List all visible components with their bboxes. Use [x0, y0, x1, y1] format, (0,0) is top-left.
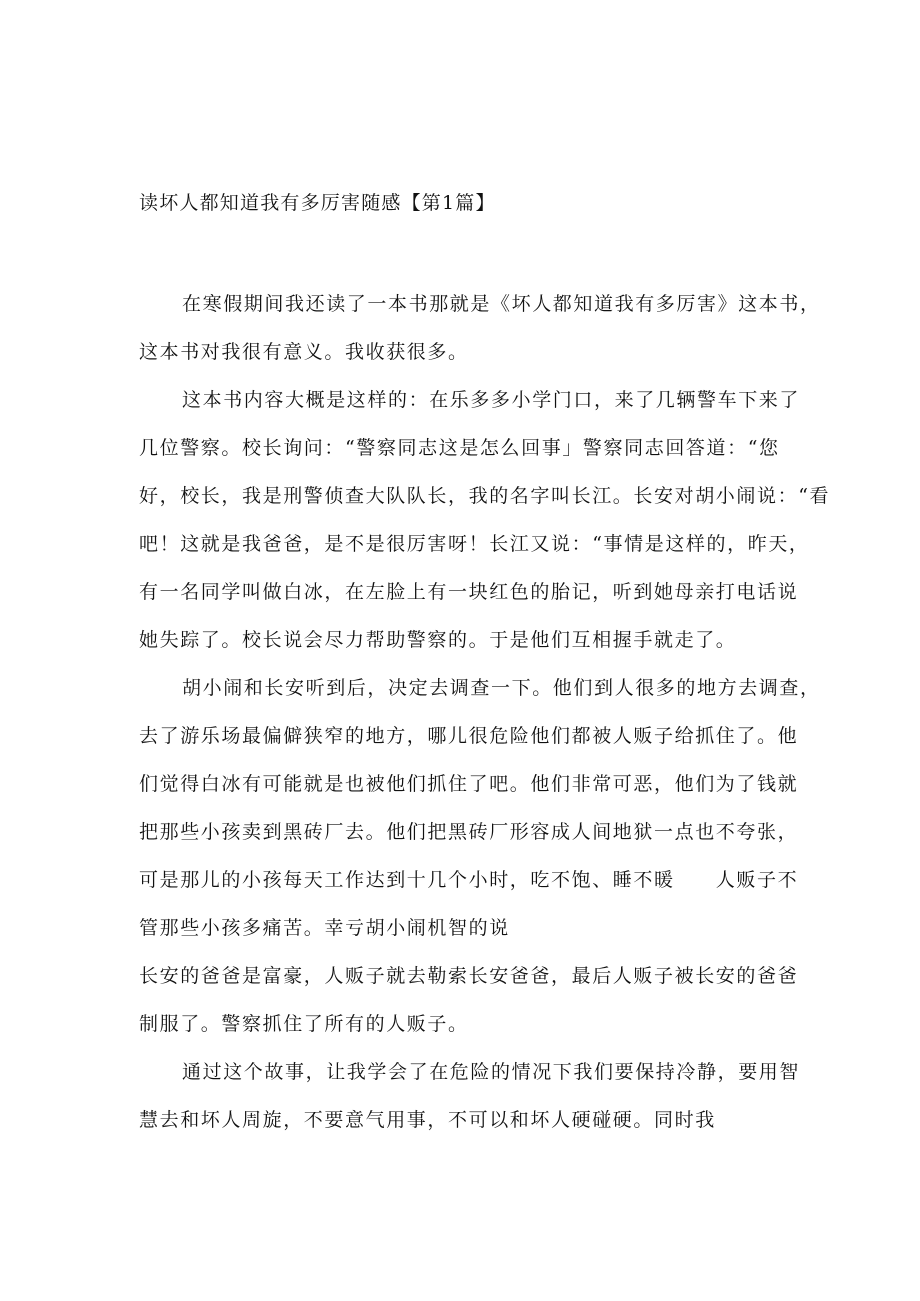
paragraph-line: 吧！这就是我爸爸，是不是很厉害呀！长江又说：“事情是这样的，昨天， — [139, 533, 810, 555]
paragraph-line: 去了游乐场最偏僻狭窄的地方，哪儿很危险他们都被人贩子给抓住了。他 — [139, 725, 799, 747]
paragraph-line: 长安的爸爸是富豪，人贩子就去勒索长安爸爸，最后人贩子被长安的爸爸 — [139, 965, 799, 987]
paragraph-line: 制服了。警察抓住了所有的人贩子。 — [139, 1013, 469, 1035]
paragraph-line: 管那些小孩多痛苦。幸亏胡小闹机智的说 — [139, 917, 510, 939]
paragraph-line: 这本书对我很有意义。我收获很多。 — [139, 341, 469, 363]
paragraph-line: 好，校长，我是刑警侦查大队队长，我的名字叫长江。长安对胡小闹说：“看 — [139, 485, 831, 507]
paragraph-line: 们觉得白冰有可能就是也被他们抓住了吧。他们非常可恶，他们为了钱就 — [139, 773, 799, 795]
paragraph-line: 胡小闹和长安听到后，决定去调查一下。他们到人很多的地方去调查， — [182, 677, 821, 699]
paragraph-line: 可是那儿的小孩每天工作达到十几个小时，吃不饱、睡不暖 人贩子不 — [139, 869, 799, 891]
document-title: 读坏人都知道我有多厉害随感【第1篇】 — [139, 192, 496, 214]
paragraph-line: 把那些小孩卖到黑砖厂去。他们把黑砖厂形容成人间地狱一点也不夸张， — [139, 821, 799, 843]
paragraph-line: 几位警察。校长询问：“警察同志这是怎么回事」警察同志回答道：“您 — [139, 437, 780, 459]
paragraph-line: 这本书内容大概是这样的：在乐多多小学门口，来了几辆警车下来了 — [182, 389, 801, 411]
paragraph-line: 通过这个故事，让我学会了在危险的情况下我们要保持冷静，要用智 — [182, 1061, 801, 1083]
paragraph-line: 在寒假期间我还读了一本书那就是《坏人都知道我有多厉害》这本书， — [182, 293, 821, 315]
paragraph-line: 她失踪了。校长说会尽力帮助警察的。于是他们互相握手就走了。 — [139, 629, 737, 651]
paragraph-line: 有一名同学叫做白冰，在左脸上有一块红色的胎记，听到她母亲打电话说 — [139, 581, 799, 603]
paragraph-line: 慧去和坏人周旋，不要意气用事，不可以和坏人硬碰硬。同时我 — [139, 1109, 716, 1131]
